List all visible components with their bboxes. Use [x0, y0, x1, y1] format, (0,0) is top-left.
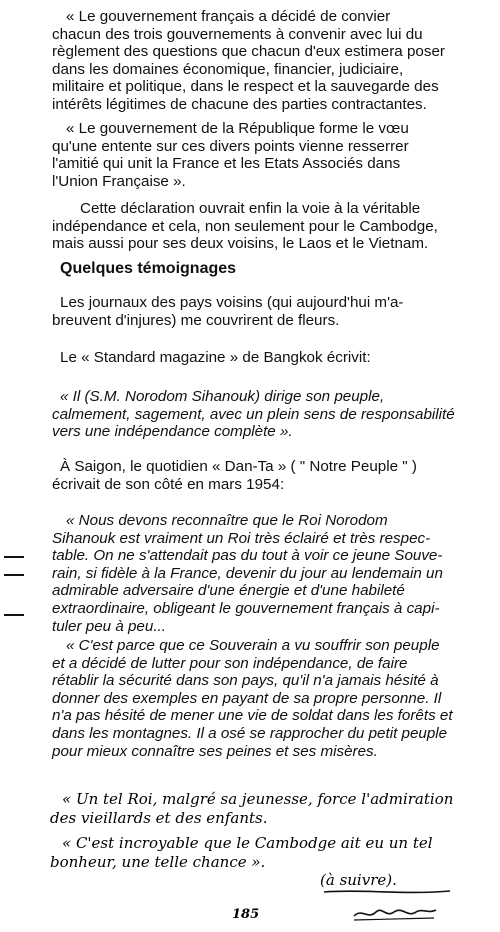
text-line: À Saigon, le quotidien « Dan-Ta » ( " Notre Peuple " ) [60, 458, 417, 475]
quote-standard [52, 388, 477, 441]
underline-stroke [322, 888, 452, 896]
text-line: militaire et politique, dans le respect et la sauvegarde des [52, 78, 439, 96]
text-line: Les journaux des pays voisins (qui aujourd'hui m'a- [60, 294, 404, 311]
page-number: 185 [232, 907, 260, 922]
text-line: chacun des trois gouvernements à convenir avec lui du [52, 25, 423, 43]
quote-dan-ta-2 [52, 637, 477, 760]
section-heading: Quelques témoignages [60, 260, 237, 277]
text-line: « C'est incroyable que le Cambodge ait eu un tel [62, 834, 433, 852]
text-line: indépendance et cela, non seulement pour le Cambodge, [52, 217, 438, 235]
text-line: « C'est parce que ce Souverain a vu souffrir son peuple [66, 637, 440, 654]
text-line: admirable adversaire d'une énergie et d'une habileté [52, 582, 405, 600]
text-line: et a décidé de lutter pour son indépendance, de faire [52, 654, 408, 672]
paragraph-voie [52, 200, 477, 253]
text-line: mais aussi pour ses deux voisins, le Laos et le Vietnam. [52, 235, 429, 253]
text-line: rain, si fidèle à la France, devenir du jour au lendemain un [52, 564, 443, 582]
text-line: extraordinaire, obligeant le gouvernement français à capi- [52, 599, 440, 617]
text-line: bonheur, une telle chance ». [50, 853, 266, 871]
text-line: rétablir la sécurité dans son pays, qu'il n'a jamais hésité à [52, 672, 439, 690]
text-line: intérêts légitimes de chacune des parties contractantes. [52, 95, 427, 113]
margin-mark [4, 574, 24, 576]
text-line: l'Union Française ». [52, 172, 186, 190]
handwritten-quote-2 [50, 834, 490, 872]
text-line: tuler peu à peu... [52, 617, 166, 635]
text-line: règlement des questions que chacun d'eux estimera poser [52, 43, 445, 61]
paragraph-journaux [52, 294, 477, 329]
paragraph-standard [52, 349, 477, 367]
text-line: Le « Standard magazine » de Bangkok écrivit: [60, 349, 371, 366]
paragraph-saigon [52, 458, 477, 493]
text-line: « Un tel Roi, malgré sa jeunesse, force l'admiration [62, 790, 454, 808]
text-line: l'amitié qui unit la France et les Etats Associés dans [52, 155, 401, 173]
text-line: écrivait de son côté en mars 1954: [52, 475, 285, 493]
text-line: « Le gouvernement français a décidé de convier [66, 8, 391, 25]
text-line: n'a pas hésité de mener une vie de soldat dans les forêts et [52, 707, 453, 725]
handwritten-quote-1 [50, 790, 490, 828]
text-line: calmement, sagement, avec un plein sens de responsabilité [52, 405, 455, 423]
margin-mark [4, 556, 24, 558]
text-line: donner des exemples en payant de sa propre personne. Il [52, 689, 442, 707]
text-line: pour mieux connaître ses peines et ses misères. [52, 742, 378, 760]
text-line: dans les montagnes. Il a osé se rapprocher du petit peuple [52, 724, 448, 742]
text-line: des vieillards et des enfants. [50, 809, 268, 827]
margin-mark [4, 614, 24, 616]
paragraph-voeu [52, 120, 477, 190]
text-line: table. On ne s'attendait pas du tout à voir ce jeune Souve- [52, 547, 443, 565]
paragraph-declaration [52, 8, 477, 114]
text-line: qu'une entente sur ces divers points vienne resserrer [52, 137, 409, 155]
text-line: breuvent d'injures) me couvrirent de fleurs. [52, 311, 340, 329]
text-line: « Le gouvernement de la République forme le vœu [66, 120, 409, 137]
text-line: Sihanouk est vraiment un Roi très éclairé et très respec- [52, 529, 431, 547]
text-line: « Il (S.M. Norodom Sihanouk) dirige son peuple, [60, 388, 385, 405]
signature-scribble [350, 902, 440, 924]
text-line: Cette déclaration ouvrait enfin la voie à la véritable [80, 200, 421, 217]
quote-dan-ta-1 [52, 512, 477, 635]
a-suivre-note: (à suivre). [320, 871, 397, 889]
text-line: dans les domaines économique, financier, judiciaire, [52, 60, 404, 78]
text-line: « Nous devons reconnaître que le Roi Norodom [66, 512, 388, 529]
text-line: vers une indépendance complète ». [52, 423, 293, 441]
